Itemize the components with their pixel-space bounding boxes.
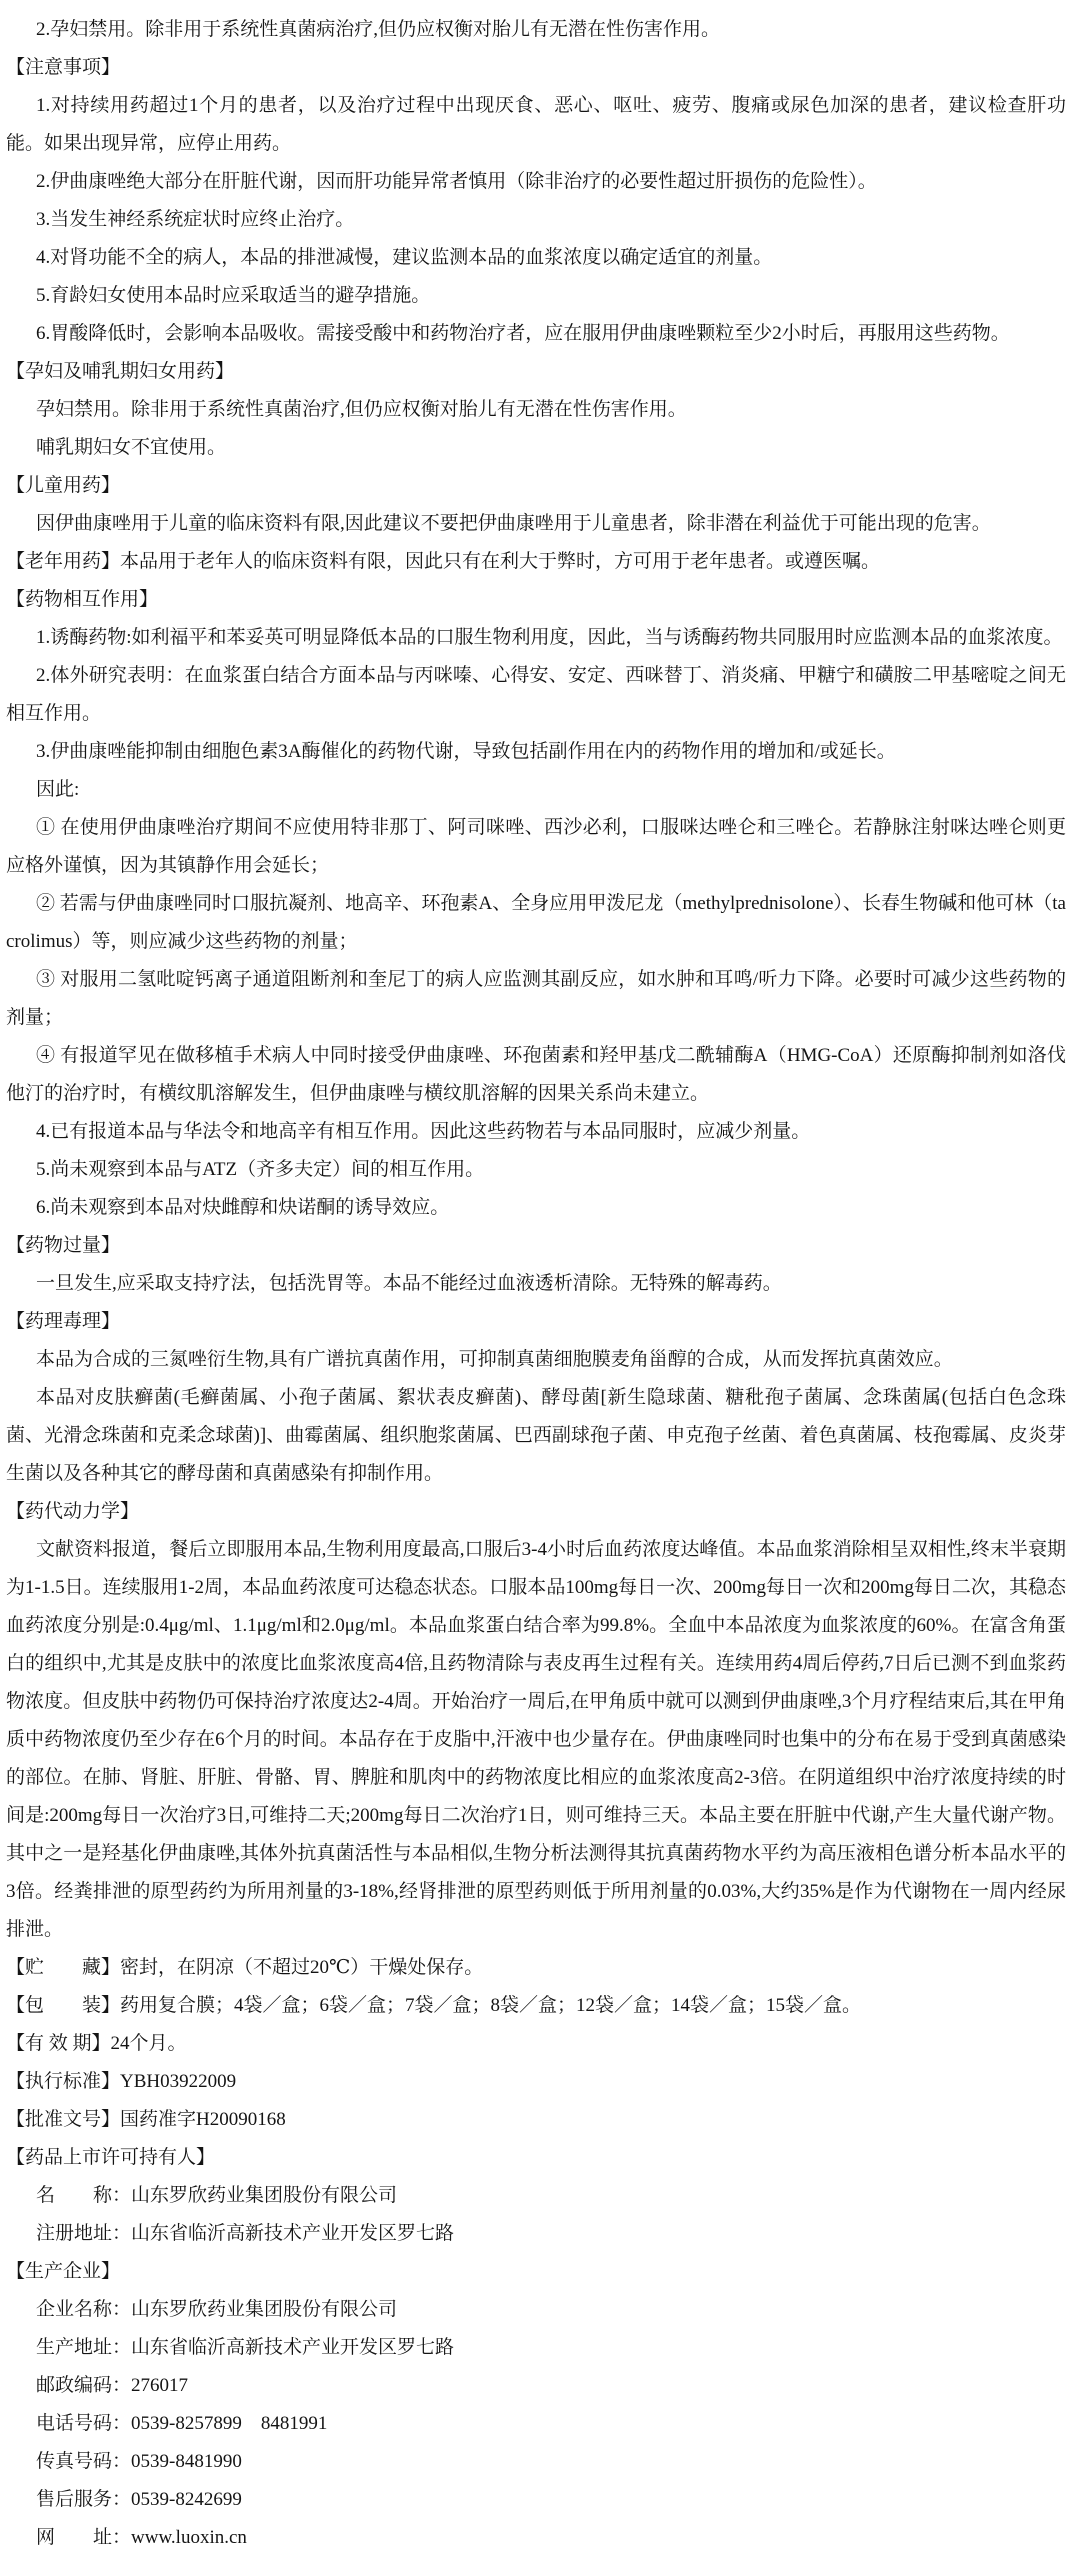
leaflet-body-line: 电话号码：0539-8257899 8481991 [36, 2413, 328, 2434]
leaflet-section-heading-line: 【贮 藏】密封，在阴凉（不超过20℃）干燥处保存。 [6, 1957, 484, 1978]
leaflet-body-line: 4.已有报道本品与华法令和地高辛有相互作用。因此这些药物若与本品同服时，应减少剂量。 [36, 1121, 811, 1142]
leaflet-body-line: 本品为合成的三氮唑衍生物,具有广谱抗真菌作用，可抑制真菌细胞膜麦角甾醇的合成，从而发挥抗真菌效应。 [36, 1349, 953, 1370]
leaflet-body-line: 网 址：www.luoxin.cn [36, 2527, 247, 2548]
leaflet-body-line: 注册地址：山东省临沂高新技术产业开发区罗七路 [36, 2223, 455, 2244]
leaflet-section-heading-line: 【药理毒理】 [6, 1311, 121, 1332]
leaflet-section-heading-line: 【药品上市许可持有人】 [6, 2147, 216, 2168]
leaflet-body-line: ③ 对服用二氢吡啶钙离子通道阻断剂和奎尼丁的病人应监测其副反应，如水肿和耳鸣/听力下降。必要时可减少这些药物的剂量； [6, 969, 1066, 1028]
leaflet-body-line: 传真号码：0539-8481990 [36, 2451, 242, 2472]
leaflet-section-heading-line: 【执行标准】YBH03922009 [6, 2071, 237, 2092]
leaflet-body-line: 因伊曲康唑用于儿童的临床资料有限,因此建议不要把伊曲康唑用于儿童患者，除非潜在利益优于可能出现的危害。 [36, 513, 991, 534]
leaflet-body-line: 5.尚未观察到本品与ATZ（齐多夫定）间的相互作用。 [36, 1159, 485, 1180]
leaflet-body-line: 1.诱酶药物:如利福平和苯妥英可明显降低本品的口服生物利用度，因此，当与诱酶药物共同服用时应监测本品的血浆浓度。 [36, 627, 1063, 648]
leaflet-body-line: 6.尚未观察到本品对炔雌醇和炔诺酮的诱导效应。 [36, 1197, 450, 1218]
leaflet-section-heading-line: 【药物过量】 [6, 1235, 121, 1256]
leaflet-section-heading-line: 【药代动力学】 [6, 1501, 140, 1522]
leaflet-body-line: 哺乳期妇女不宜使用。 [36, 437, 227, 458]
leaflet-section-heading-line: 【孕妇及哺乳期妇女用药】 [6, 361, 235, 382]
leaflet-section-heading-line: 【药物相互作用】 [6, 589, 159, 610]
leaflet-body-line: 邮政编码：276017 [36, 2375, 189, 2396]
leaflet-section-heading-line: 【批准文号】国药准字H20090168 [6, 2109, 286, 2130]
leaflet-body-line: 3.伊曲康唑能抑制由细胞色素3A酶催化的药物代谢，导致包括副作用在内的药物作用的增加和/或延长。 [36, 741, 896, 762]
leaflet-body-line: ② 若需与伊曲康唑同时口服抗凝剂、地高辛、环孢素A、全身应用甲泼尼龙（methylprednisolone）、长春生物碱和他可林（tacrolimus）等，则应减少这些药物的剂量； [6, 893, 1066, 952]
leaflet-body-line: 5.育龄妇女使用本品时应采取适当的避孕措施。 [36, 285, 431, 306]
leaflet-body-line: ④ 有报道罕见在做移植手术病人中同时接受伊曲康唑、环孢菌素和羟甲基戊二酰辅酶A（HMG-CoA）还原酶抑制剂如洛伐他汀的治疗时，有横纹肌溶解发生，但伊曲康唑与横纹肌溶解的因果关系尚未建立。 [6, 1045, 1066, 1104]
leaflet-body-line: 2.孕妇禁用。除非用于系统性真菌病治疗,但仍应权衡对胎儿有无潜在性伤害作用。 [36, 19, 721, 40]
leaflet-body-line: 因此: [36, 779, 80, 800]
leaflet-body-line: 本品对皮肤癣菌(毛癣菌属、小孢子菌属、絮状表皮癣菌)、酵母菌[新生隐球菌、糖秕孢子菌属、念珠菌属(包括白色念珠菌、光滑念珠菌和克柔念球菌)]、曲霉菌属、组织胞浆菌属、巴西副球孢子菌、申克孢子丝菌、着色真菌属、枝孢霉属、皮炎芽生菌以及各种其它的酵母菌和真菌感染有抑制作用。 [6, 1387, 1066, 1484]
leaflet-body-line: 6.胃酸降低时，会影响本品吸收。需接受酸中和药物治疗者，应在服用伊曲康唑颗粒至少2小时后，再服用这些药物。 [36, 323, 1010, 344]
leaflet-section-heading-line: 【老年用药】本品用于老年人的临床资料有限，因此只有在利大于弊时，方可用于老年患者。或遵医嘱。 [6, 551, 881, 572]
leaflet-body-line: 名 称：山东罗欣药业集团股份有限公司 [36, 2185, 398, 2206]
leaflet-body-line: 4.对肾功能不全的病人，本品的排泄减慢，建议监测本品的血浆浓度以确定适宜的剂量。 [36, 247, 773, 268]
leaflet-body-line: 1.对持续用药超过1个月的患者，以及治疗过程中出现厌食、恶心、呕吐、疲劳、腹痛或尿色加深的患者，建议检查肝功能。如果出现异常，应停止用药。 [6, 95, 1066, 154]
leaflet-body-line: 一旦发生,应采取支持疗法，包括洗胃等。本品不能经过血液透析清除。无特殊的解毒药。 [36, 1273, 782, 1294]
leaflet-section-heading-line: 【有 效 期】24个月。 [6, 2033, 187, 2054]
leaflet-section-heading-line: 【包 装】药用复合膜；4袋／盒；6袋／盒；7袋／盒；8袋／盒；12袋／盒；14袋／盒；15袋／盒。 [6, 1995, 862, 2016]
leaflet-body-line: 2.伊曲康唑绝大部分在肝脏代谢，因而肝功能异常者慎用（除非治疗的必要性超过肝损伤的危险性）。 [36, 171, 877, 192]
leaflet-text-body [6, 11, 1066, 2557]
leaflet-section-heading-line: 【注意事项】 [6, 57, 121, 78]
leaflet-body-line: 3.当发生神经系统症状时应终止治疗。 [36, 209, 355, 230]
leaflet-body-line: 售后服务：0539-8242699 [36, 2489, 242, 2510]
leaflet-body-line: 企业名称：山东罗欣药业集团股份有限公司 [36, 2299, 398, 2320]
leaflet-section-heading-line: 【儿童用药】 [6, 475, 121, 496]
leaflet-body-line: ① 在使用伊曲康唑治疗期间不应使用特非那丁、阿司咪唑、西沙必利，口服咪达唑仑和三唑仑。若静脉注射咪达唑仑则更应格外谨慎，因为其镇静作用会延长； [6, 817, 1066, 876]
leaflet-body-line: 孕妇禁用。除非用于系统性真菌治疗,但仍应权衡对胎儿有无潜在性伤害作用。 [36, 399, 687, 420]
leaflet-body-line: 文献资料报道，餐后立即服用本品,生物利用度最高,口服后3-4小时后血药浓度达峰值。本品血浆消除相呈双相性,终末半衰期为1-1.5日。连续服用1-2周，本品血药浓度可达稳态状态。口服本品100mg每日一次、200mg每日一次和200mg每日二次，其稳态血药浓度分别是:0.4μg/ml、1.1μg/ml和2.0μg/ml。本品血浆蛋白结合率为99.8%。全血中本品浓度为血浆浓度的60%。在富含角蛋白的组织中,尤其是皮肤中的浓度比血浆浓度高4倍,且药物清除与表皮再生过程有关。连续用药4周后停药,7日后已测不到血浆药物浓度。但皮肤中药物仍可保持治疗浓度达2-4周。开始治疗一周后,在甲角质中就可以测到伊曲康唑,3个月疗程结束后,其在甲角质中药物浓度仍至少存在6个月的时间。本品存在于皮脂中,汗液中也少量存在。伊曲康唑同时也集中的分布在易于受到真菌感染的部位。在肺、肾脏、肝脏、骨骼、胃、脾脏和肌肉中的药物浓度比相应的血浆浓度高2-3倍。在阴道组织中治疗浓度持续的时间是:200mg每日一次治疗3日,可维持二天;200mg每日二次治疗1日，则可维持三天。本品主要在肝脏中代谢,产生大量代谢产物。其中之一是羟基化伊曲康唑,其体外抗真菌活性与本品相似,生物分析法测得其抗真菌药物水平约为高压液相色谱分析本品水平的3倍。经粪排泄的原型药约为所用剂量的3-18%,经肾排泄的原型药则低于所用剂量的0.03%,大约35%是作为代谢物在一周内经尿排泄。 [6, 1539, 1066, 1940]
leaflet-section-heading-line: 【生产企业】 [6, 2261, 121, 2282]
leaflet-body-line: 2.体外研究表明：在血浆蛋白结合方面本品与丙咪嗪、心得安、安定、西咪替丁、消炎痛、甲糖宁和磺胺二甲基嘧啶之间无相互作用。 [6, 665, 1066, 724]
leaflet-body-line: 生产地址：山东省临沂高新技术产业开发区罗七路 [36, 2337, 455, 2358]
